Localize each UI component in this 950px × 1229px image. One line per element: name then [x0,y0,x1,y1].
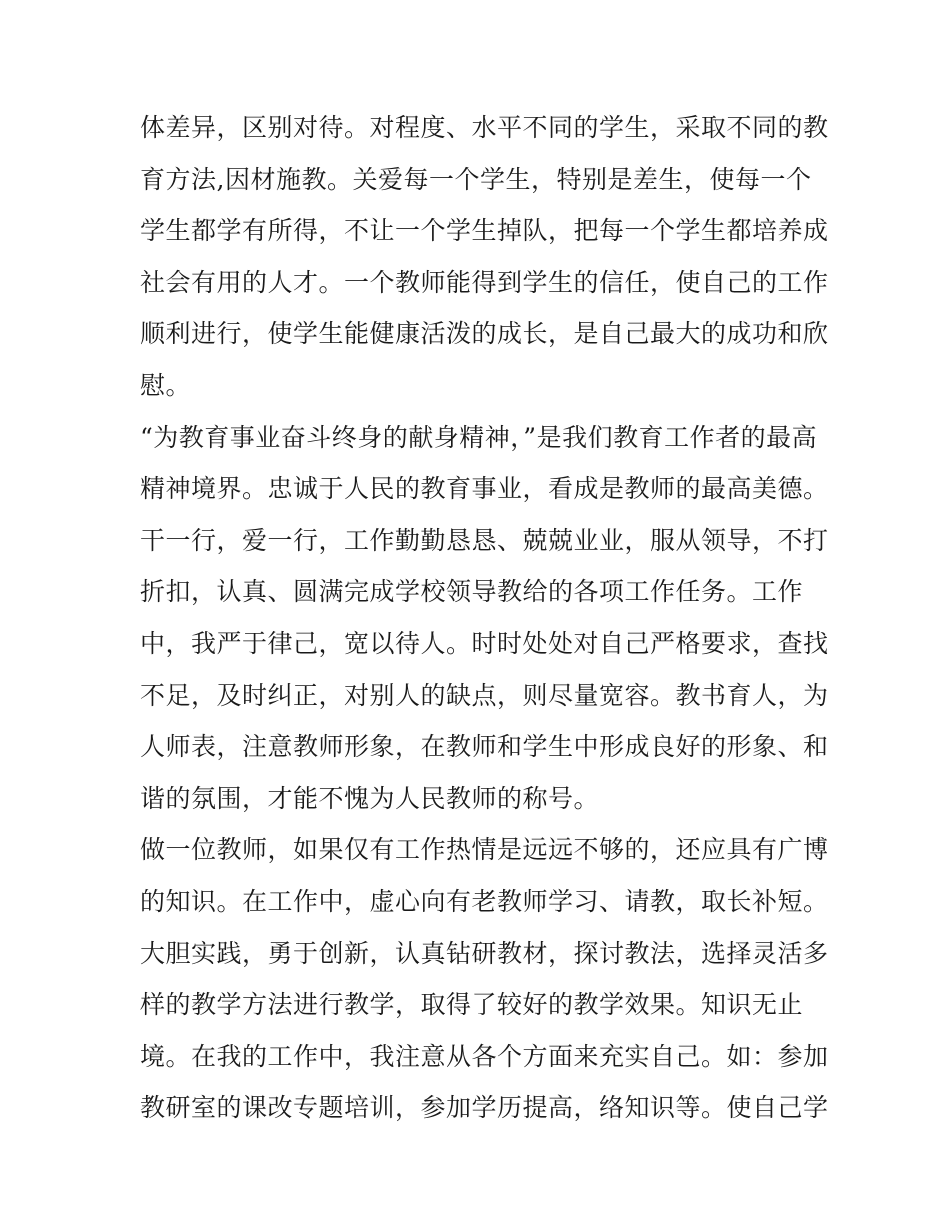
text-line: 的知识。在工作中，虚心向有老教师学习、请教，取长补短。 [140,886,829,916]
text-line: 境。在我的工作中，我注意从各个方面来充实自己。如：参加 [140,1041,829,1071]
text-line: 大胆实践，勇于创新，认真钻研教材，探讨教法，选择灵活多 [140,938,829,968]
text-line: 中，我严于律己，宽以待人。时时处处对自己严格要求，查找 [140,628,829,658]
text-line: 人师表，注意教师形象，在教师和学生中形成良好的形象、和 [140,732,829,762]
text-line: 做一位教师，如果仅有工作热情是远远不够的，还应具有广博 [140,835,829,865]
text-line: 精神境界。忠诚于人民的教育事业，看成是教师的最高美德。 [140,474,829,504]
text-line: 育方法,因材施教。关爱每一个学生，特别是差生，使每一个 [140,164,812,194]
text-line: 学生都学有所得，不让一个学生掉队，把每一个学生都培养成 [140,216,829,246]
text-line: 教研室的课改专题培训，参加学历提高，络知识等。使自己学 [140,1093,829,1123]
text-line: 样的教学方法进行教学，取得了较好的教学效果。知识无止 [140,990,804,1020]
body-text [140,102,829,1134]
text-line: 慰。 [140,370,192,400]
text-line: “为教育事业奋斗终身的献身精神，”是我们教育工作者的最高 [140,422,818,452]
text-line: 谐的氛围，才能不愧为人民教师的称号。 [140,783,600,813]
text-line: 顺利进行，使学生能健康活泼的成长，是自己最大的成功和欣 [140,319,829,349]
text-line: 不足，及时纠正，对别人的缺点，则尽量宽容。教书育人，为 [140,680,829,710]
text-line: 干一行，爱一行，工作勤勤恳恳、兢兢业业，服从领导，不打 [140,525,829,555]
text-line: 折扣，认真、圆满完成学校领导教给的各项工作任务。工作 [140,577,804,607]
text-line: 体差异，区别对待。对程度、水平不同的学生，采取不同的教 [140,113,829,142]
text-line: 社会有用的人才。一个教师能得到学生的信任，使自己的工作 [140,267,829,297]
